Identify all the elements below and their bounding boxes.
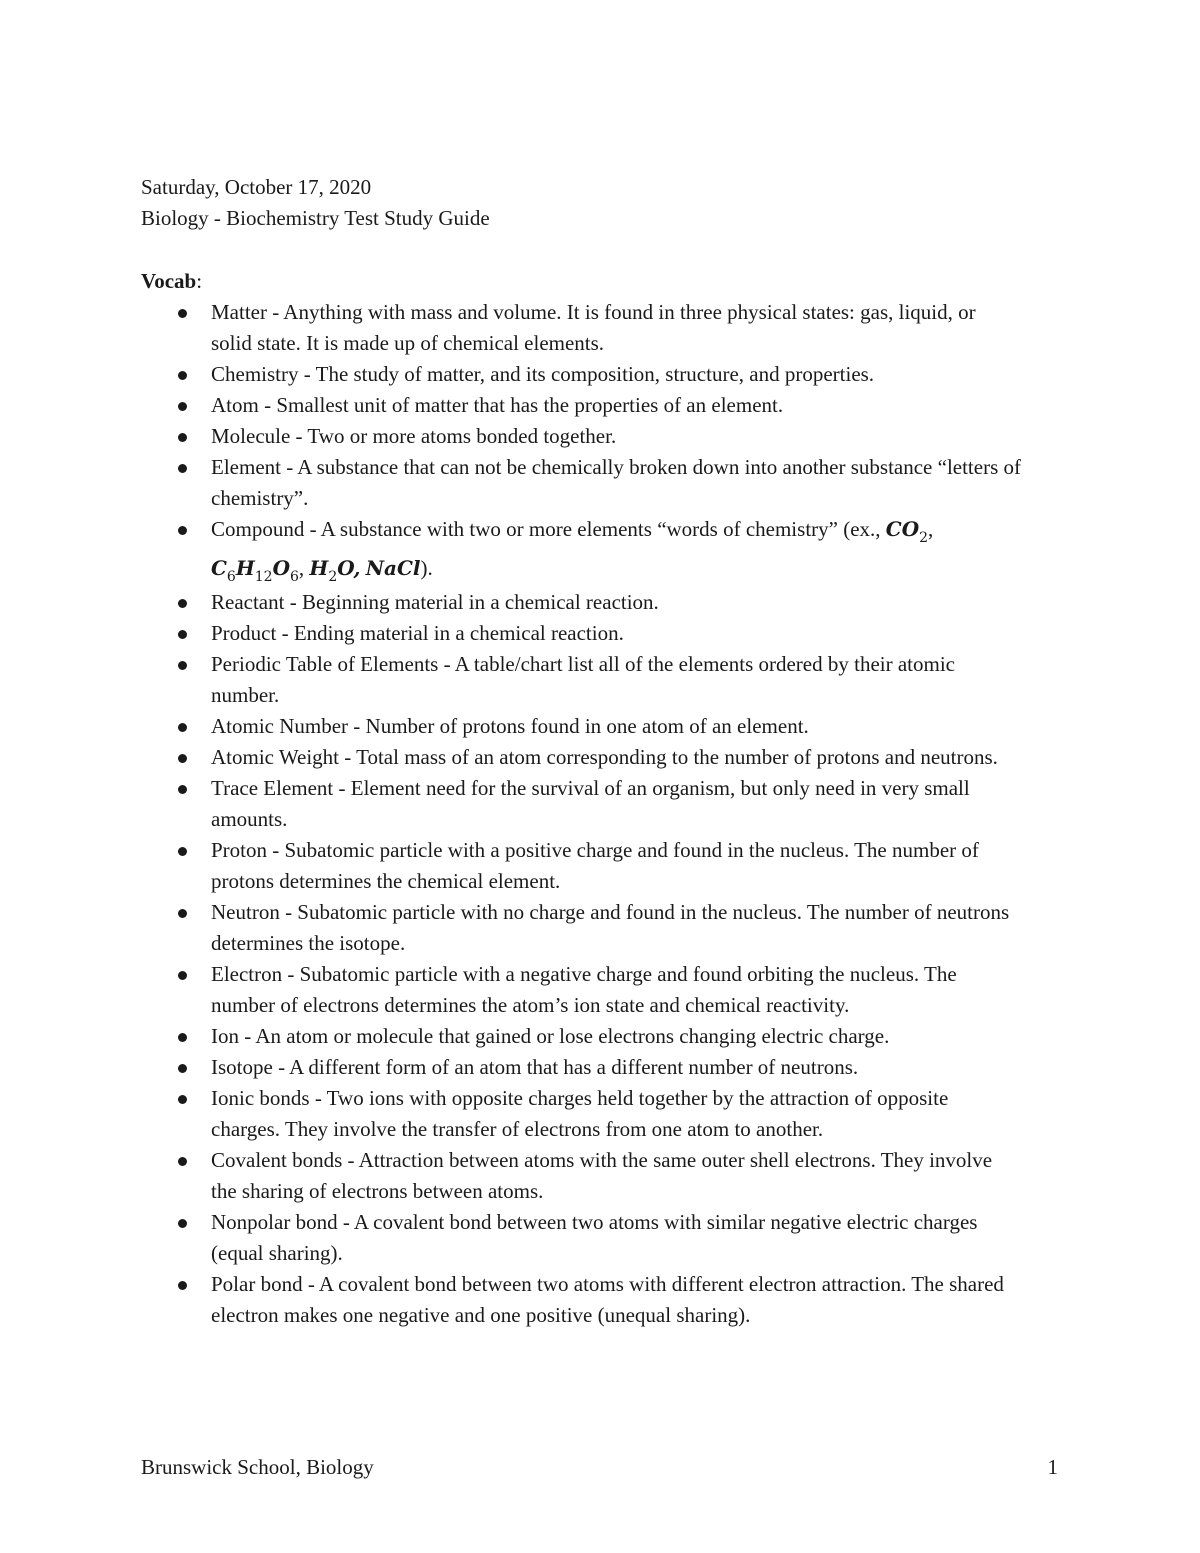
formula-nacl: NaCl — [365, 556, 421, 580]
formula-water: $H_2O$ — [309, 556, 354, 585]
list-item-text: Ion - An atom or molecule that gained or lose electrons changing electric charge. — [211, 1024, 890, 1048]
list-item-text: Ionic bonds - Two ions with opposite charges held together by the attraction of opposite charges. They involve the transfer of electrons from one atom to another. — [211, 1086, 949, 1141]
list-item-text: Atomic Weight - Total mass of an atom corresponding to the number of protons and neutrons. — [211, 745, 998, 769]
list-item-text: Product - Ending material in a chemical reaction. — [211, 621, 624, 645]
bullet-icon — [178, 630, 187, 639]
document-date: Saturday, October 17, 2020 — [141, 175, 372, 199]
list-item — [141, 452, 1061, 514]
list-item-text: Periodic Table of Elements - A table/chart list all of the elements ordered by their atomic number. — [211, 652, 955, 707]
bullet-icon — [178, 464, 187, 473]
list-item — [141, 711, 1061, 742]
formula-line — [211, 547, 1021, 589]
list-item — [141, 1269, 1061, 1331]
list-item — [141, 649, 1061, 711]
list-item — [141, 1021, 1061, 1052]
list-item — [141, 297, 1061, 359]
bullet-icon — [178, 1033, 187, 1042]
list-item — [141, 1052, 1061, 1083]
list-item-text: Reactant - Beginning material in a chemical reaction. — [211, 590, 659, 614]
bullet-icon — [178, 785, 187, 794]
list-item — [141, 835, 1061, 897]
list-item — [141, 897, 1061, 959]
document-title: Biology - Biochemistry Test Study Guide — [141, 206, 490, 230]
formula-separator: , — [353, 556, 361, 580]
formula-separator: , — [928, 517, 934, 541]
page-header — [141, 172, 490, 234]
list-item-text: Proton - Subatomic particle with a positive charge and found in the nucleus. The number of protons determines the chemical element. — [211, 838, 979, 893]
bullet-icon — [178, 371, 187, 380]
list-item-text: Nonpolar bond - A covalent bond between two atoms with similar negative electric charges (equal sharing). — [211, 1210, 978, 1265]
vocab-heading-colon: : — [196, 269, 203, 293]
vocab-heading — [141, 266, 1061, 297]
footer-page-number: 1 — [1047, 1455, 1058, 1479]
vocab-heading-label: Vocab — [141, 269, 197, 293]
list-item-text: Matter - Anything with mass and volume. It is found in three physical states: gas, liquid, or solid state. It is made up of chemical elements. — [211, 300, 976, 355]
footer-school: Brunswick School, Biology — [141, 1455, 374, 1479]
bullet-icon — [178, 971, 187, 980]
bullet-icon — [178, 847, 187, 856]
formula-glucose: $C_6H_{12}O_6$ — [211, 556, 299, 585]
bullet-icon — [178, 309, 187, 318]
list-item-compound — [141, 514, 1061, 589]
list-item — [141, 587, 1061, 618]
bullet-icon — [178, 599, 187, 608]
list-item-text: Trace Element - Element need for the survival of an organism, but only need in very small amounts. — [211, 776, 970, 831]
list-item-text: Neutron - Subatomic particle with no charge and found in the nucleus. The number of neutrons determines the isotope. — [211, 900, 1010, 955]
bullet-icon — [178, 723, 187, 732]
vocab-section — [141, 266, 1061, 1331]
bullet-icon — [178, 1095, 187, 1104]
list-item — [141, 1145, 1061, 1207]
bullet-icon — [178, 526, 187, 535]
list-item — [141, 421, 1061, 452]
formula-co2: $CO_2$ — [885, 517, 929, 546]
list-item-text: Compound - A substance with two or more elements “words of chemistry” (ex., — [211, 517, 881, 541]
formula-separator: , — [298, 556, 305, 580]
bullet-icon — [178, 754, 187, 763]
bullet-icon — [178, 1219, 187, 1228]
list-item-text: Atomic Number - Number of protons found in one atom of an element. — [211, 714, 809, 738]
list-item-text: Polar bond - A covalent bond between two atoms with different electron attraction. The shared electron makes one negative and one positive (unequal sharing). — [211, 1272, 1004, 1327]
list-item-text: Chemistry - The study of matter, and its composition, structure, and properties. — [211, 362, 875, 386]
list-item-text: Isotope - A different form of an atom that has a different number of neutrons. — [211, 1055, 859, 1079]
list-item-text: Atom - Smallest unit of matter that has the properties of an element. — [211, 393, 784, 417]
vocab-list — [141, 297, 1061, 1331]
list-item — [141, 390, 1061, 421]
list-item — [141, 742, 1061, 773]
list-item-text: Element - A substance that can not be chemically broken down into another substance “letters of chemistry”. — [211, 455, 1021, 510]
list-item-text: Molecule - Two or more atoms bonded together. — [211, 424, 617, 448]
bullet-icon — [178, 402, 187, 411]
list-item — [141, 618, 1061, 649]
list-item — [141, 359, 1061, 390]
formula-close: ). — [420, 556, 433, 580]
bullet-icon — [178, 661, 187, 670]
list-item — [141, 959, 1061, 1021]
list-item — [141, 1083, 1061, 1145]
bullet-icon — [178, 1064, 187, 1073]
bullet-icon — [178, 433, 187, 442]
list-item — [141, 773, 1061, 835]
list-item — [141, 1207, 1061, 1269]
bullet-icon — [178, 909, 187, 918]
bullet-icon — [178, 1157, 187, 1166]
list-item-text: Covalent bonds - Attraction between atoms with the same outer shell electrons. They involve the sharing of electrons between atoms. — [211, 1148, 993, 1203]
bullet-icon — [178, 1281, 187, 1290]
list-item-text: Electron - Subatomic particle with a negative charge and found orbiting the nucleus. The number of electrons determines the atom’s ion state and chemical reactivity. — [211, 962, 957, 1017]
